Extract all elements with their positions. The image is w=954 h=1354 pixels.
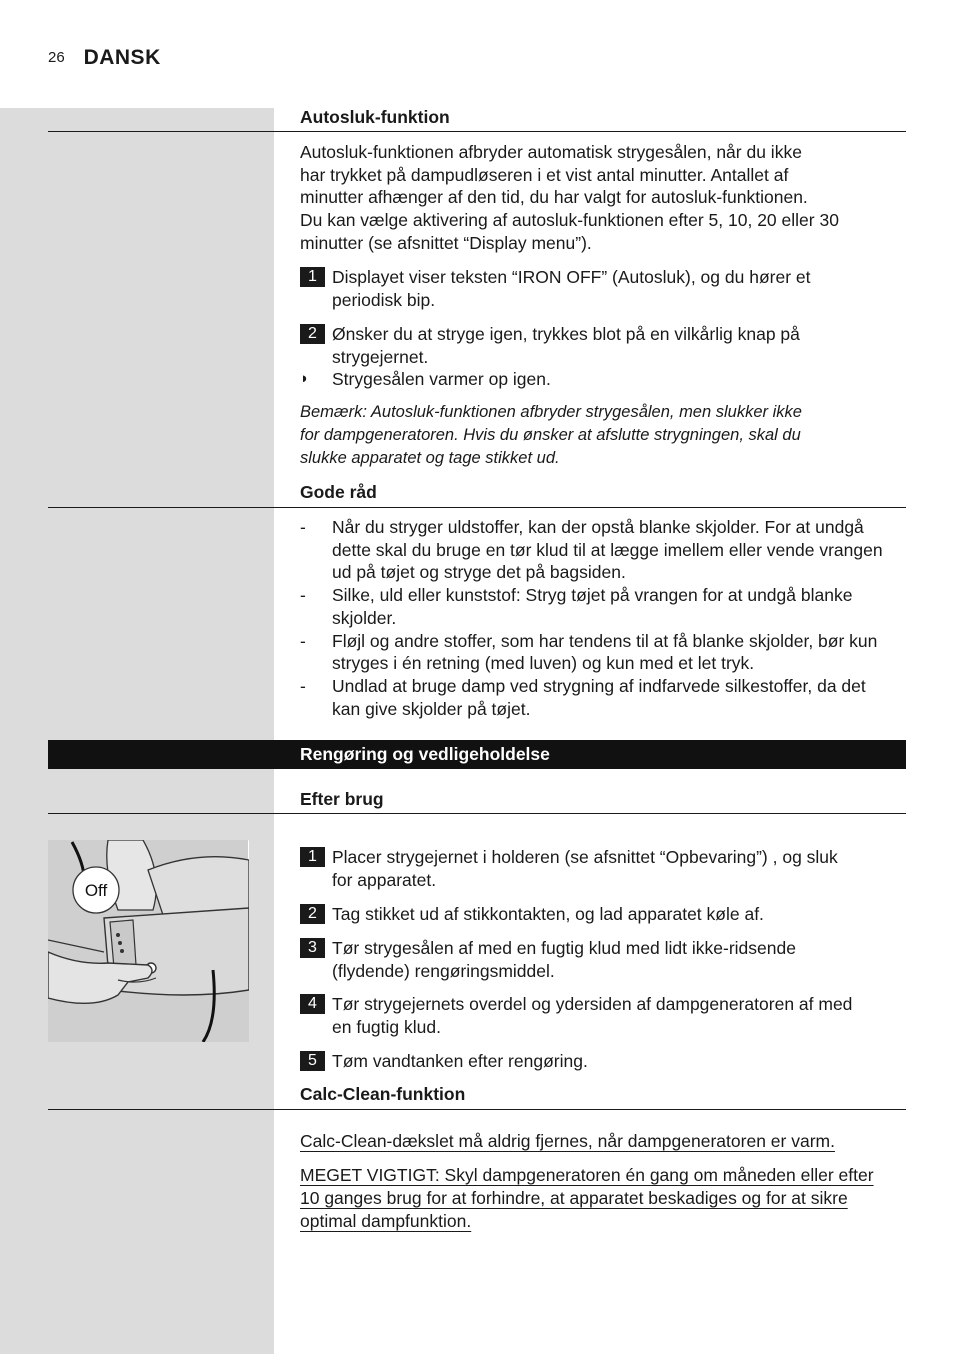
autosluk-step-1: [300, 266, 906, 311]
text-line: for apparatet.: [332, 869, 437, 890]
text-line: Displayet viser teksten “IRON OFF” (Autosluk), og du hører et: [332, 267, 811, 287]
text-line: optimal dampfunktion.: [300, 1211, 472, 1231]
section-divider: [48, 131, 906, 132]
page-language-title: DANSK: [83, 46, 161, 69]
text-line: Tag stikket ud af stikkontakten, og lad apparatet køle af.: [332, 904, 764, 924]
list-item: [300, 516, 906, 584]
autosluk-note: [300, 401, 860, 470]
text-line: Placer strygejernet i holderen (se afsnittet “Opbevaring”) , og sluk: [332, 847, 838, 867]
text-line: dette skal du bruge en tør klud til at lægge imellem eller vende vrangen: [332, 539, 883, 560]
text-line: (flydende) rengøringsmiddel.: [332, 960, 555, 981]
step-number-badge: 2: [300, 324, 325, 344]
page-number: 26: [48, 49, 65, 66]
autosluk-intro: [300, 141, 906, 255]
text-line: for dampgeneratoren. Hvis du ønsker at afslutte strygningen, skal du: [300, 426, 801, 444]
text-line: skjolder.: [332, 607, 397, 628]
step-number-badge: 1: [300, 267, 325, 287]
section-divider: [48, 1109, 906, 1110]
calc-clean-title: Calc-Clean-funktion: [300, 1084, 466, 1104]
text-line: MEGET VIGTIGT: Skyl dampgeneratoren én gang om måneden eller efter: [300, 1165, 874, 1185]
text-line: strygejernet.: [332, 346, 429, 367]
tips-list: [300, 516, 906, 720]
text-line: Tør strygejernets overdel og ydersiden af dampgeneratoren af med: [332, 994, 853, 1014]
text-line: Bemærk: Autosluk-funktionen afbryder strygesålen, men slukker ikke: [300, 403, 802, 421]
text-line: Silke, uld eller kunststof: Stryg tøjet på vrangen for at undgå blanke: [332, 585, 853, 606]
text-line: minutter (se afsnittet “Display menu”).: [300, 232, 592, 253]
step-number-badge: 4: [300, 994, 325, 1014]
calc-clean-warning-1: [300, 1130, 910, 1153]
text-line: periodisk bip.: [332, 289, 436, 310]
cleaning-step-1: [300, 846, 906, 891]
off-label: Off: [84, 881, 108, 900]
dash-marker: -: [300, 517, 306, 537]
left-margin-column: [0, 108, 274, 1354]
text-line: Du kan vælge aktivering af autosluk-funktionen efter 5, 10, 20 eller 30: [300, 210, 839, 231]
text-line: Strygesålen varmer op igen.: [332, 369, 551, 389]
iron-off-button-illustration: [48, 840, 249, 1042]
text-line: Tøm vandtanken efter rengøring.: [332, 1051, 588, 1071]
step-number-badge: 1: [300, 847, 325, 867]
list-item: [300, 630, 906, 675]
result-arrow-icon: ◗: [300, 370, 310, 387]
list-item: [300, 675, 906, 720]
text-line: stryges i én retning (med luven) og kun med et let tryk.: [332, 653, 755, 674]
autosluk-title: Autosluk-funktion: [300, 107, 450, 127]
cleaning-step-2: [300, 903, 906, 926]
chapter-title: Rengøring og vedligeholdelse: [300, 744, 550, 764]
text-line: kan give skjolder på tøjet.: [332, 698, 531, 719]
dash-marker: -: [300, 585, 306, 606]
cleaning-step-4: [300, 993, 906, 1038]
step-number-badge: 2: [300, 904, 325, 924]
dash-marker: -: [300, 630, 306, 651]
text-line: en fugtig klud.: [332, 1016, 441, 1037]
page-header: [48, 46, 161, 70]
text-line: minutter afhænger af den tid, du har valgt for autosluk-funktionen.: [300, 187, 808, 208]
autosluk-result: [300, 368, 906, 391]
text-line: Ønsker du at stryge igen, trykkes blot på en vilkårlig knap på: [332, 324, 800, 344]
section-divider: [48, 813, 906, 814]
text-line: Fløjl og andre stoffer, som har tendens til at få blanke skjolder, bør kun: [332, 630, 878, 651]
step-number-badge: 3: [300, 938, 325, 958]
cleaning-step-5: [300, 1050, 906, 1073]
text-line: Autosluk-funktionen afbryder automatisk strygesålen, når du ikke: [300, 142, 802, 162]
chapter-title-bar: [48, 740, 906, 769]
efter-brug-title: Efter brug: [300, 789, 384, 809]
text-line: slukke apparatet og tage stikket ud.: [300, 449, 560, 467]
text-line: Når du stryger uldstoffer, kan der opstå blanke skjolder. For at undgå: [332, 517, 864, 537]
text-line: Calc-Clean-dækslet må aldrig fjernes, når dampgeneratoren er varm.: [300, 1131, 835, 1151]
dash-marker: -: [300, 675, 306, 696]
step-number-badge: 5: [300, 1051, 325, 1071]
text-line: Undlad at bruge damp ved strygning af indfarvede silkestoffer, da det: [332, 675, 866, 696]
section-divider: [48, 507, 906, 508]
gode-raad-title: Gode råd: [300, 482, 377, 502]
text-line: ud på tøjet og stryge det på bagsiden.: [332, 562, 626, 583]
text-line: har trykket på dampudløseren i et vist antal minutter. Antallet af: [300, 164, 789, 185]
cleaning-step-3: [300, 937, 906, 982]
calc-clean-warning-2: [300, 1164, 910, 1233]
list-item: [300, 584, 906, 629]
autosluk-step-2: [300, 323, 906, 368]
text-line: 10 ganges brug for at forhindre, at apparatet beskadiges og for at sikre: [300, 1188, 848, 1208]
text-line: Tør strygesålen af med en fugtig klud med lidt ikke-ridsende: [332, 938, 796, 958]
